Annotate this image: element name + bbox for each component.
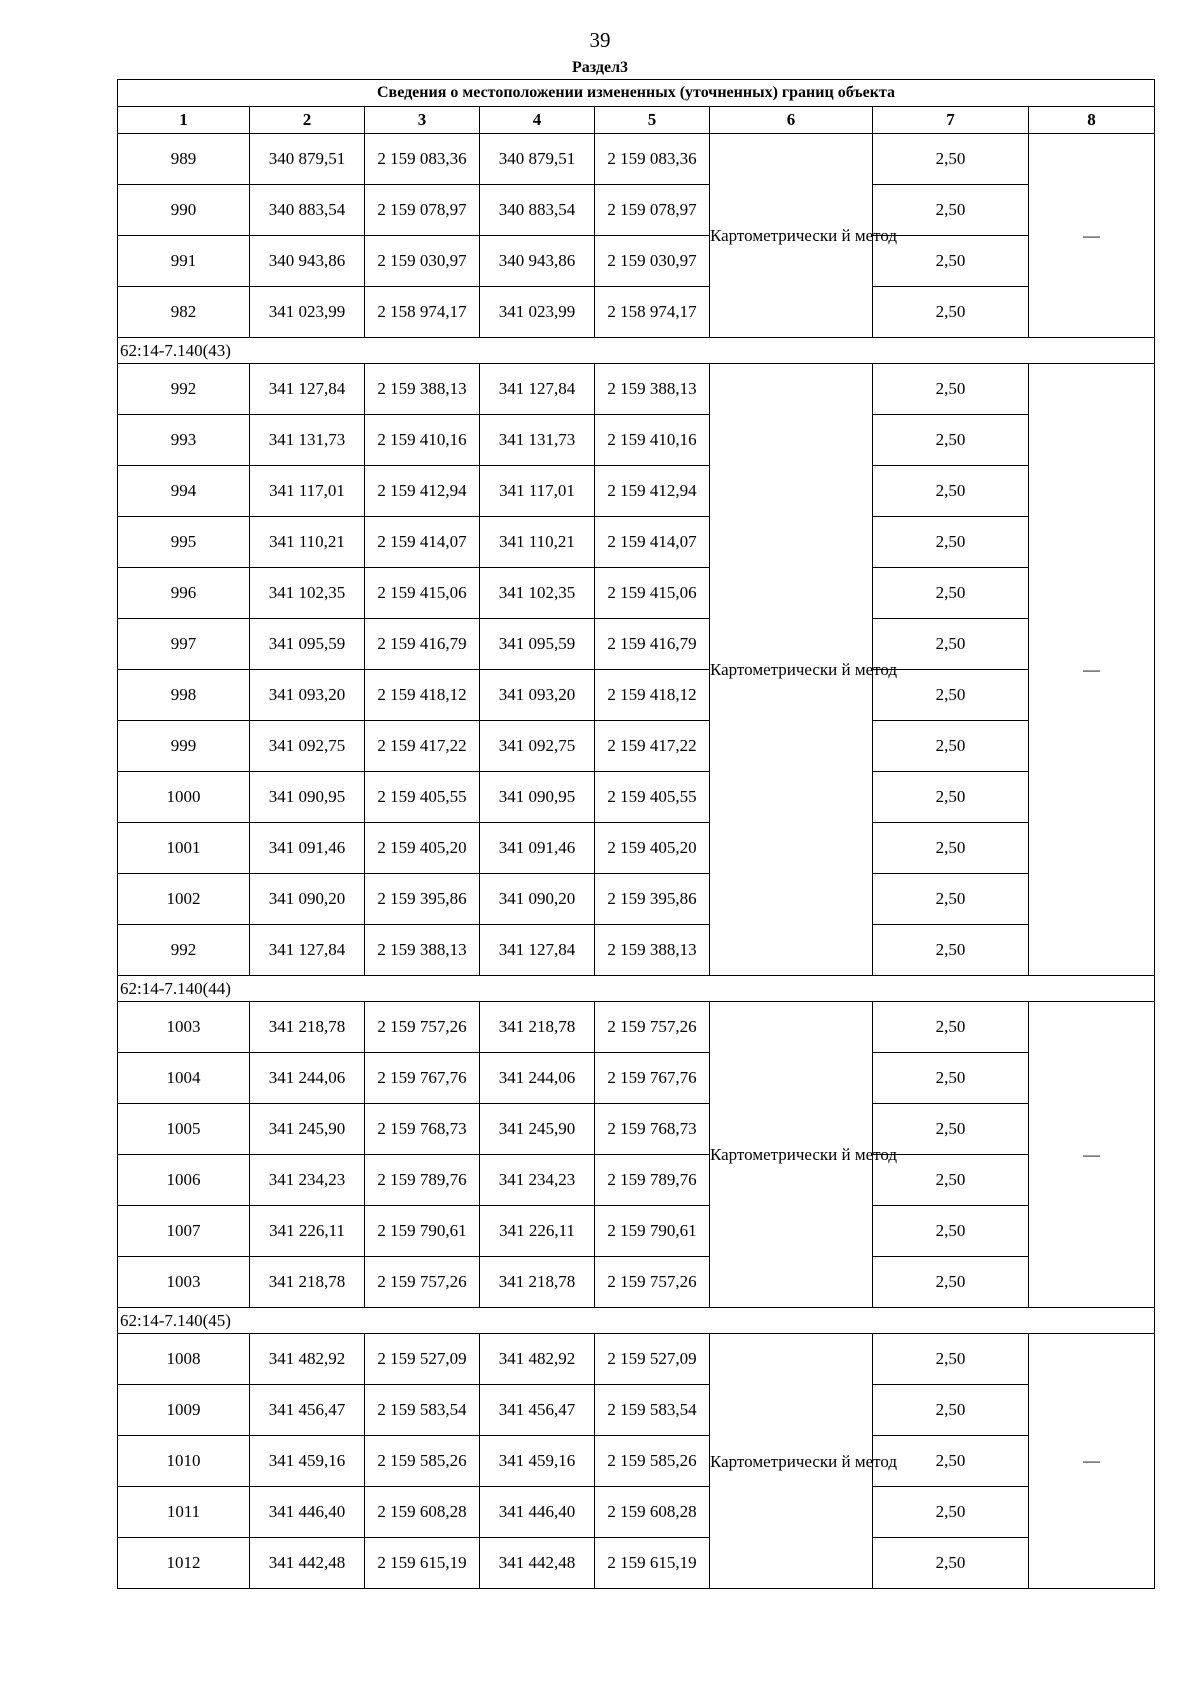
accuracy-cell: 2,50 <box>873 721 1029 772</box>
y-coordinate-cell: 2 159 414,07 <box>595 517 710 568</box>
accuracy-cell: 2,50 <box>873 185 1029 236</box>
y-coordinate-cell: 2 159 083,36 <box>595 134 710 185</box>
y-coordinate-cell: 2 159 757,26 <box>595 1257 710 1308</box>
x-coordinate-cell: 341 127,84 <box>480 364 595 415</box>
point-number-cell: 1007 <box>118 1206 250 1257</box>
point-number-cell: 1012 <box>118 1538 250 1589</box>
table-row <box>118 721 1155 772</box>
y-coordinate-cell: 2 159 410,16 <box>365 415 480 466</box>
x-coordinate-cell: 341 442,48 <box>250 1538 365 1589</box>
x-coordinate-cell: 341 218,78 <box>480 1257 595 1308</box>
accuracy-cell: 2,50 <box>873 134 1029 185</box>
table-caption-row <box>118 80 1155 107</box>
accuracy-cell: 2,50 <box>873 364 1029 415</box>
column-number: 3 <box>365 107 480 134</box>
y-coordinate-cell: 2 159 615,19 <box>365 1538 480 1589</box>
boundary-coordinates-table <box>117 79 1155 1589</box>
x-coordinate-cell: 341 244,06 <box>480 1053 595 1104</box>
y-coordinate-cell: 2 159 078,97 <box>595 185 710 236</box>
y-coordinate-cell: 2 159 757,26 <box>595 1002 710 1053</box>
table-row <box>118 823 1155 874</box>
method-cell: Картометрически й метод <box>710 364 873 976</box>
accuracy-cell: 2,50 <box>873 466 1029 517</box>
y-coordinate-cell: 2 159 527,09 <box>365 1334 480 1385</box>
y-coordinate-cell: 2 159 030,97 <box>595 236 710 287</box>
table-row <box>118 1104 1155 1155</box>
point-number-cell: 995 <box>118 517 250 568</box>
parcel-label: 62:14-7.140(44) <box>118 976 1155 1002</box>
x-coordinate-cell: 340 879,51 <box>250 134 365 185</box>
table-row <box>118 1487 1155 1538</box>
y-coordinate-cell: 2 159 412,94 <box>595 466 710 517</box>
y-coordinate-cell: 2 159 412,94 <box>365 466 480 517</box>
column-number: 7 <box>873 107 1029 134</box>
x-coordinate-cell: 341 456,47 <box>480 1385 595 1436</box>
point-number-cell: 1009 <box>118 1385 250 1436</box>
y-coordinate-cell: 2 159 083,36 <box>365 134 480 185</box>
y-coordinate-cell: 2 159 418,12 <box>595 670 710 721</box>
accuracy-cell: 2,50 <box>873 1436 1029 1487</box>
accuracy-cell: 2,50 <box>873 236 1029 287</box>
accuracy-cell: 2,50 <box>873 1155 1029 1206</box>
y-coordinate-cell: 2 159 417,22 <box>365 721 480 772</box>
y-coordinate-cell: 2 159 415,06 <box>365 568 480 619</box>
x-coordinate-cell: 341 091,46 <box>250 823 365 874</box>
x-coordinate-cell: 341 482,92 <box>250 1334 365 1385</box>
y-coordinate-cell: 2 159 583,54 <box>595 1385 710 1436</box>
y-coordinate-cell: 2 159 608,28 <box>365 1487 480 1538</box>
x-coordinate-cell: 341 090,20 <box>480 874 595 925</box>
x-coordinate-cell: 341 127,84 <box>250 925 365 976</box>
point-number-cell: 997 <box>118 619 250 670</box>
point-number-cell: 996 <box>118 568 250 619</box>
point-number-cell: 1001 <box>118 823 250 874</box>
table-row <box>118 670 1155 721</box>
x-coordinate-cell: 341 234,23 <box>480 1155 595 1206</box>
table-row <box>118 415 1155 466</box>
accuracy-cell: 2,50 <box>873 619 1029 670</box>
point-number-cell: 1002 <box>118 874 250 925</box>
x-coordinate-cell: 341 446,40 <box>250 1487 365 1538</box>
point-number-cell: 992 <box>118 364 250 415</box>
x-coordinate-cell: 341 090,20 <box>250 874 365 925</box>
parcel-group-row <box>118 1308 1155 1334</box>
column-number: 2 <box>250 107 365 134</box>
x-coordinate-cell: 340 943,86 <box>480 236 595 287</box>
point-number-cell: 1003 <box>118 1257 250 1308</box>
y-coordinate-cell: 2 159 789,76 <box>365 1155 480 1206</box>
x-coordinate-cell: 341 127,84 <box>250 364 365 415</box>
table-row <box>118 619 1155 670</box>
y-coordinate-cell: 2 159 585,26 <box>595 1436 710 1487</box>
x-coordinate-cell: 341 459,16 <box>250 1436 365 1487</box>
table-row <box>118 1257 1155 1308</box>
table-row <box>118 134 1155 185</box>
accuracy-cell: 2,50 <box>873 670 1029 721</box>
table-row <box>118 287 1155 338</box>
table-row <box>118 236 1155 287</box>
x-coordinate-cell: 341 131,73 <box>480 415 595 466</box>
table-row <box>118 1538 1155 1589</box>
x-coordinate-cell: 341 218,78 <box>250 1257 365 1308</box>
x-coordinate-cell: 340 883,54 <box>250 185 365 236</box>
column-8-cell: — <box>1029 364 1155 976</box>
x-coordinate-cell: 341 442,48 <box>480 1538 595 1589</box>
table-row <box>118 466 1155 517</box>
table-row <box>118 874 1155 925</box>
point-number-cell: 1010 <box>118 1436 250 1487</box>
accuracy-cell: 2,50 <box>873 1257 1029 1308</box>
table-row <box>118 1436 1155 1487</box>
x-coordinate-cell: 341 234,23 <box>250 1155 365 1206</box>
accuracy-cell: 2,50 <box>873 1053 1029 1104</box>
table-row <box>118 1053 1155 1104</box>
y-coordinate-cell: 2 159 395,86 <box>595 874 710 925</box>
table-row <box>118 568 1155 619</box>
accuracy-cell: 2,50 <box>873 568 1029 619</box>
table-row <box>118 925 1155 976</box>
x-coordinate-cell: 341 459,16 <box>480 1436 595 1487</box>
y-coordinate-cell: 2 159 388,13 <box>365 364 480 415</box>
accuracy-cell: 2,50 <box>873 823 1029 874</box>
y-coordinate-cell: 2 159 405,20 <box>365 823 480 874</box>
x-coordinate-cell: 341 218,78 <box>480 1002 595 1053</box>
table-row <box>118 364 1155 415</box>
x-coordinate-cell: 340 943,86 <box>250 236 365 287</box>
table-row <box>118 1002 1155 1053</box>
parcel-group-row <box>118 338 1155 364</box>
y-coordinate-cell: 2 159 405,55 <box>365 772 480 823</box>
x-coordinate-cell: 341 226,11 <box>250 1206 365 1257</box>
accuracy-cell: 2,50 <box>873 772 1029 823</box>
y-coordinate-cell: 2 159 388,13 <box>365 925 480 976</box>
y-coordinate-cell: 2 159 615,19 <box>595 1538 710 1589</box>
point-number-cell: 1006 <box>118 1155 250 1206</box>
point-number-cell: 993 <box>118 415 250 466</box>
table-row <box>118 1206 1155 1257</box>
method-cell: Картометрически й метод <box>710 1334 873 1589</box>
page-number: 39 <box>589 28 611 52</box>
x-coordinate-cell: 341 090,95 <box>250 772 365 823</box>
x-coordinate-cell: 341 095,59 <box>480 619 595 670</box>
point-number-cell: 994 <box>118 466 250 517</box>
column-8-cell: — <box>1029 1002 1155 1308</box>
accuracy-cell: 2,50 <box>873 1002 1029 1053</box>
y-coordinate-cell: 2 159 388,13 <box>595 925 710 976</box>
parcel-label: 62:14-7.140(43) <box>118 338 1155 364</box>
x-coordinate-cell: 341 245,90 <box>250 1104 365 1155</box>
x-coordinate-cell: 341 023,99 <box>250 287 365 338</box>
x-coordinate-cell: 341 244,06 <box>250 1053 365 1104</box>
x-coordinate-cell: 341 446,40 <box>480 1487 595 1538</box>
point-number-cell: 992 <box>118 925 250 976</box>
y-coordinate-cell: 2 159 405,55 <box>595 772 710 823</box>
x-coordinate-cell: 341 117,01 <box>250 466 365 517</box>
column-number: 1 <box>118 107 250 134</box>
y-coordinate-cell: 2 159 410,16 <box>595 415 710 466</box>
y-coordinate-cell: 2 159 417,22 <box>595 721 710 772</box>
x-coordinate-cell: 341 093,20 <box>250 670 365 721</box>
parcel-group-row <box>118 976 1155 1002</box>
table-row <box>118 1334 1155 1385</box>
point-number-cell: 989 <box>118 134 250 185</box>
method-cell: Картометрически й метод <box>710 134 873 338</box>
x-coordinate-cell: 341 093,20 <box>480 670 595 721</box>
x-coordinate-cell: 340 879,51 <box>480 134 595 185</box>
y-coordinate-cell: 2 159 078,97 <box>365 185 480 236</box>
accuracy-cell: 2,50 <box>873 1104 1029 1155</box>
column-number-row <box>118 107 1155 134</box>
y-coordinate-cell: 2 159 527,09 <box>595 1334 710 1385</box>
x-coordinate-cell: 341 245,90 <box>480 1104 595 1155</box>
y-coordinate-cell: 2 159 395,86 <box>365 874 480 925</box>
column-number: 4 <box>480 107 595 134</box>
point-number-cell: 1000 <box>118 772 250 823</box>
x-coordinate-cell: 341 091,46 <box>480 823 595 874</box>
x-coordinate-cell: 341 218,78 <box>250 1002 365 1053</box>
accuracy-cell: 2,50 <box>873 517 1029 568</box>
y-coordinate-cell: 2 159 757,26 <box>365 1002 480 1053</box>
table-row <box>118 1385 1155 1436</box>
x-coordinate-cell: 341 092,75 <box>250 721 365 772</box>
y-coordinate-cell: 2 159 768,73 <box>365 1104 480 1155</box>
accuracy-cell: 2,50 <box>873 925 1029 976</box>
x-coordinate-cell: 341 131,73 <box>250 415 365 466</box>
point-number-cell: 998 <box>118 670 250 721</box>
x-coordinate-cell: 341 482,92 <box>480 1334 595 1385</box>
y-coordinate-cell: 2 159 757,26 <box>365 1257 480 1308</box>
column-number: 5 <box>595 107 710 134</box>
y-coordinate-cell: 2 158 974,17 <box>365 287 480 338</box>
column-8-cell: — <box>1029 1334 1155 1589</box>
x-coordinate-cell: 341 110,21 <box>480 517 595 568</box>
y-coordinate-cell: 2 158 974,17 <box>595 287 710 338</box>
y-coordinate-cell: 2 159 405,20 <box>595 823 710 874</box>
point-number-cell: 1003 <box>118 1002 250 1053</box>
accuracy-cell: 2,50 <box>873 287 1029 338</box>
point-number-cell: 990 <box>118 185 250 236</box>
accuracy-cell: 2,50 <box>873 415 1029 466</box>
point-number-cell: 1008 <box>118 1334 250 1385</box>
table-row <box>118 517 1155 568</box>
y-coordinate-cell: 2 159 415,06 <box>595 568 710 619</box>
parcel-label: 62:14-7.140(45) <box>118 1308 1155 1334</box>
column-number: 6 <box>710 107 873 134</box>
y-coordinate-cell: 2 159 767,76 <box>365 1053 480 1104</box>
table-row <box>118 1155 1155 1206</box>
point-number-cell: 1005 <box>118 1104 250 1155</box>
y-coordinate-cell: 2 159 585,26 <box>365 1436 480 1487</box>
x-coordinate-cell: 341 102,35 <box>250 568 365 619</box>
x-coordinate-cell: 341 102,35 <box>480 568 595 619</box>
y-coordinate-cell: 2 159 416,79 <box>365 619 480 670</box>
y-coordinate-cell: 2 159 418,12 <box>365 670 480 721</box>
y-coordinate-cell: 2 159 583,54 <box>365 1385 480 1436</box>
y-coordinate-cell: 2 159 790,61 <box>595 1206 710 1257</box>
point-number-cell: 1011 <box>118 1487 250 1538</box>
section-title: Раздел3 <box>571 59 629 76</box>
y-coordinate-cell: 2 159 767,76 <box>595 1053 710 1104</box>
x-coordinate-cell: 341 127,84 <box>480 925 595 976</box>
table-row <box>118 772 1155 823</box>
y-coordinate-cell: 2 159 030,97 <box>365 236 480 287</box>
column-8-cell: — <box>1029 134 1155 338</box>
accuracy-cell: 2,50 <box>873 1487 1029 1538</box>
y-coordinate-cell: 2 159 414,07 <box>365 517 480 568</box>
y-coordinate-cell: 2 159 608,28 <box>595 1487 710 1538</box>
accuracy-cell: 2,50 <box>873 1334 1029 1385</box>
x-coordinate-cell: 341 110,21 <box>250 517 365 568</box>
y-coordinate-cell: 2 159 388,13 <box>595 364 710 415</box>
y-coordinate-cell: 2 159 768,73 <box>595 1104 710 1155</box>
x-coordinate-cell: 341 090,95 <box>480 772 595 823</box>
x-coordinate-cell: 341 226,11 <box>480 1206 595 1257</box>
y-coordinate-cell: 2 159 789,76 <box>595 1155 710 1206</box>
x-coordinate-cell: 340 883,54 <box>480 185 595 236</box>
accuracy-cell: 2,50 <box>873 1385 1029 1436</box>
point-number-cell: 991 <box>118 236 250 287</box>
y-coordinate-cell: 2 159 416,79 <box>595 619 710 670</box>
point-number-cell: 982 <box>118 287 250 338</box>
column-number: 8 <box>1029 107 1155 134</box>
method-cell: Картометрически й метод <box>710 1002 873 1308</box>
point-number-cell: 1004 <box>118 1053 250 1104</box>
table-row <box>118 185 1155 236</box>
accuracy-cell: 2,50 <box>873 874 1029 925</box>
y-coordinate-cell: 2 159 790,61 <box>365 1206 480 1257</box>
x-coordinate-cell: 341 117,01 <box>480 466 595 517</box>
x-coordinate-cell: 341 095,59 <box>250 619 365 670</box>
accuracy-cell: 2,50 <box>873 1206 1029 1257</box>
accuracy-cell: 2,50 <box>873 1538 1029 1589</box>
table-caption: Сведения о местоположении измененных (уточненных) границ объекта <box>118 80 1155 107</box>
point-number-cell: 999 <box>118 721 250 772</box>
x-coordinate-cell: 341 092,75 <box>480 721 595 772</box>
x-coordinate-cell: 341 456,47 <box>250 1385 365 1436</box>
x-coordinate-cell: 341 023,99 <box>480 287 595 338</box>
